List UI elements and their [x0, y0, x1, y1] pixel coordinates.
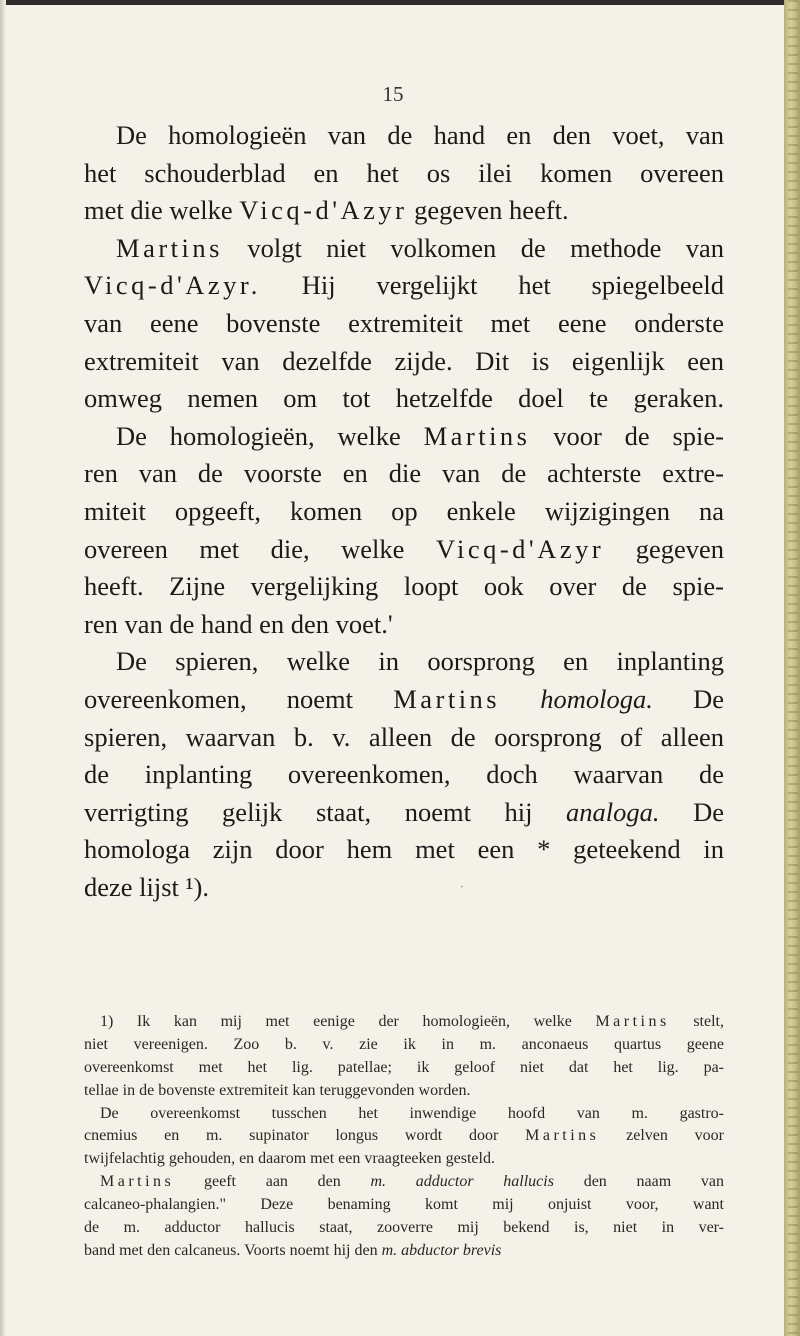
page-number: 15 — [382, 82, 404, 106]
body-line-segment: ren van de hand en den voet.' — [84, 608, 393, 639]
body-line — [84, 267, 724, 305]
body-line — [84, 606, 724, 644]
body-line-segment: homologa. — [540, 683, 653, 714]
footnote-line-segment: Martins — [525, 1127, 600, 1145]
footnote-line — [84, 1080, 724, 1103]
body-line — [84, 380, 724, 418]
body-line — [84, 192, 724, 230]
footnote-line-segment: band met den calcaneus. Voorts noemt hij den — [84, 1241, 382, 1259]
body-line-segment — [500, 684, 540, 714]
footnote-line-segment: stelt, — [669, 1013, 724, 1030]
footnote-line-segment: niet vereenigen. Zoo b. v. zie ik in m. anconaeus quartus geene — [84, 1035, 724, 1053]
footnote-line — [84, 1194, 724, 1217]
footnote-line-segment: zelven voor — [599, 1127, 724, 1145]
body-line-segment: met die welke — [84, 195, 240, 226]
body-line-segment: ren van de voorste en die van de achterste extre- — [84, 458, 724, 489]
body-line-segment: Vicq-d'Azyr — [435, 533, 605, 564]
body-line-segment: extremiteit van dezelfde zijde. Dit is eigenlijk een — [84, 345, 724, 376]
footnote-line — [84, 1171, 724, 1194]
body-line-segment: Vicq-d'Azyr. — [84, 270, 261, 301]
footnote-line — [84, 1217, 724, 1240]
body-line — [84, 343, 724, 381]
body-line — [84, 831, 724, 869]
footnote-line-segment: Martins — [100, 1173, 175, 1191]
body-line-segment: analoga. — [566, 796, 660, 827]
footnote-line-segment: cnemius en m. supinator longus wordt door — [84, 1127, 526, 1145]
body-line — [84, 568, 724, 606]
body-line-segment: voor de spie- — [530, 420, 724, 451]
body-line-segment: deze lijst ¹). — [84, 871, 209, 902]
top-edge-rule — [0, 0, 786, 5]
footnote-line — [84, 1125, 724, 1148]
main-text — [84, 117, 724, 906]
footnote-line — [84, 1057, 724, 1080]
footnote-line-segment: geeft aan den — [174, 1173, 371, 1191]
body-line-segment: miteit opgeeft, komen op enkele wijzigingen na — [84, 495, 724, 526]
body-line-segment: De homologieën van de hand en den voet, van — [116, 120, 724, 150]
body-line-segment: De homologieën, welke — [116, 420, 424, 451]
footnote-line — [84, 1034, 724, 1057]
footnote-line — [84, 1240, 724, 1263]
body-line — [84, 794, 724, 832]
body-line — [84, 531, 724, 569]
body-line — [84, 719, 724, 757]
body-line-segment: homologa zijn door hem met een * geteekend in — [84, 834, 724, 865]
body-line — [84, 305, 724, 343]
body-line-segment: het schouderblad en het os ilei komen overeen — [84, 157, 724, 188]
body-line — [84, 643, 724, 681]
body-line-segment: Hij vergelijkt het spiegelbeeld — [260, 270, 724, 301]
body-line — [84, 681, 724, 719]
footnote-line-segment: tellae in de bovenste extremiteit kan teruggevonden worden. — [84, 1081, 471, 1099]
body-line-segment: volgt niet volkomen de methode van — [222, 232, 724, 263]
footnote-line-segment: m. adductor hallucis — [370, 1173, 554, 1191]
footnote-block — [84, 1011, 724, 1263]
body-line-segment: De — [659, 796, 725, 827]
body-line-segment: Vicq-d'Azyr — [239, 195, 408, 226]
body-line-segment: omweg nemen om tot hetzelfde doel te geraken. — [84, 383, 724, 414]
footnote-line — [84, 1011, 724, 1034]
footnote-line-segment: den naam van — [553, 1173, 725, 1191]
body-line — [84, 493, 724, 531]
body-line-segment: overeenkomen, noemt — [84, 683, 394, 714]
binding-shadow — [0, 0, 6, 1336]
body-line — [84, 869, 724, 907]
footnote-line-segment: twijfelachtig gehouden, en daarom met een vraagteeken gesteld. — [84, 1150, 495, 1168]
footnote-line — [84, 1148, 724, 1171]
body-line-segment: De — [652, 683, 724, 714]
body-line-segment: heeft. Zijne vergelijking loopt ook over de spie- — [84, 571, 724, 602]
body-line — [84, 117, 724, 155]
footnote-line-segment: m. abductor brevis — [381, 1241, 502, 1259]
body-line-segment: De spieren, welke in oorsprong en inplanting — [116, 646, 724, 677]
body-line-segment: Martins — [393, 683, 501, 714]
body-line-segment: spieren, waarvan b. v. alleen de oorsprong of alleen — [84, 721, 724, 752]
footnote-line-segment: De overeenkomst tusschen het inwendige hoofd van m. gastro- — [100, 1104, 724, 1122]
body-line-segment: gegeven heeft. — [407, 195, 569, 226]
body-line — [84, 455, 724, 493]
body-line-segment: overeen met die, welke — [84, 533, 436, 564]
page-edge-texture — [788, 0, 798, 1336]
footnote-line-segment: overeenkomst met het lig. patellae; ik geloof niet dat het lig. pa- — [84, 1058, 724, 1076]
footnote-line-segment: 1) Ik kan mij met eenige der homologieën, welke — [100, 1013, 596, 1030]
footnote-line-segment: calcaneo-phalangien." Deze benaming komt mij onjuist voor, want — [84, 1196, 724, 1214]
footnote-line-segment: de m. adductor hallucis staat, zooverre mij bekend is, niet in ver- — [84, 1219, 724, 1237]
footnote-line — [84, 1103, 724, 1126]
body-line — [84, 418, 724, 456]
body-line-segment: Martins — [423, 420, 531, 451]
body-line-segment: de inplanting overeenkomen, doch waarvan de — [84, 759, 724, 790]
stray-mark: · — [460, 880, 464, 894]
body-line — [84, 155, 724, 193]
body-line-segment: verrigting gelijk staat, noemt hij — [84, 796, 567, 827]
body-line — [84, 230, 724, 268]
body-line-segment: Martins — [116, 232, 223, 263]
footnote-line-segment: Martins — [595, 1013, 670, 1030]
body-line-segment: van eene bovenste extremiteit met eene onderste — [84, 307, 724, 338]
body-line — [84, 756, 724, 794]
body-line-segment: gegeven — [604, 533, 724, 564]
